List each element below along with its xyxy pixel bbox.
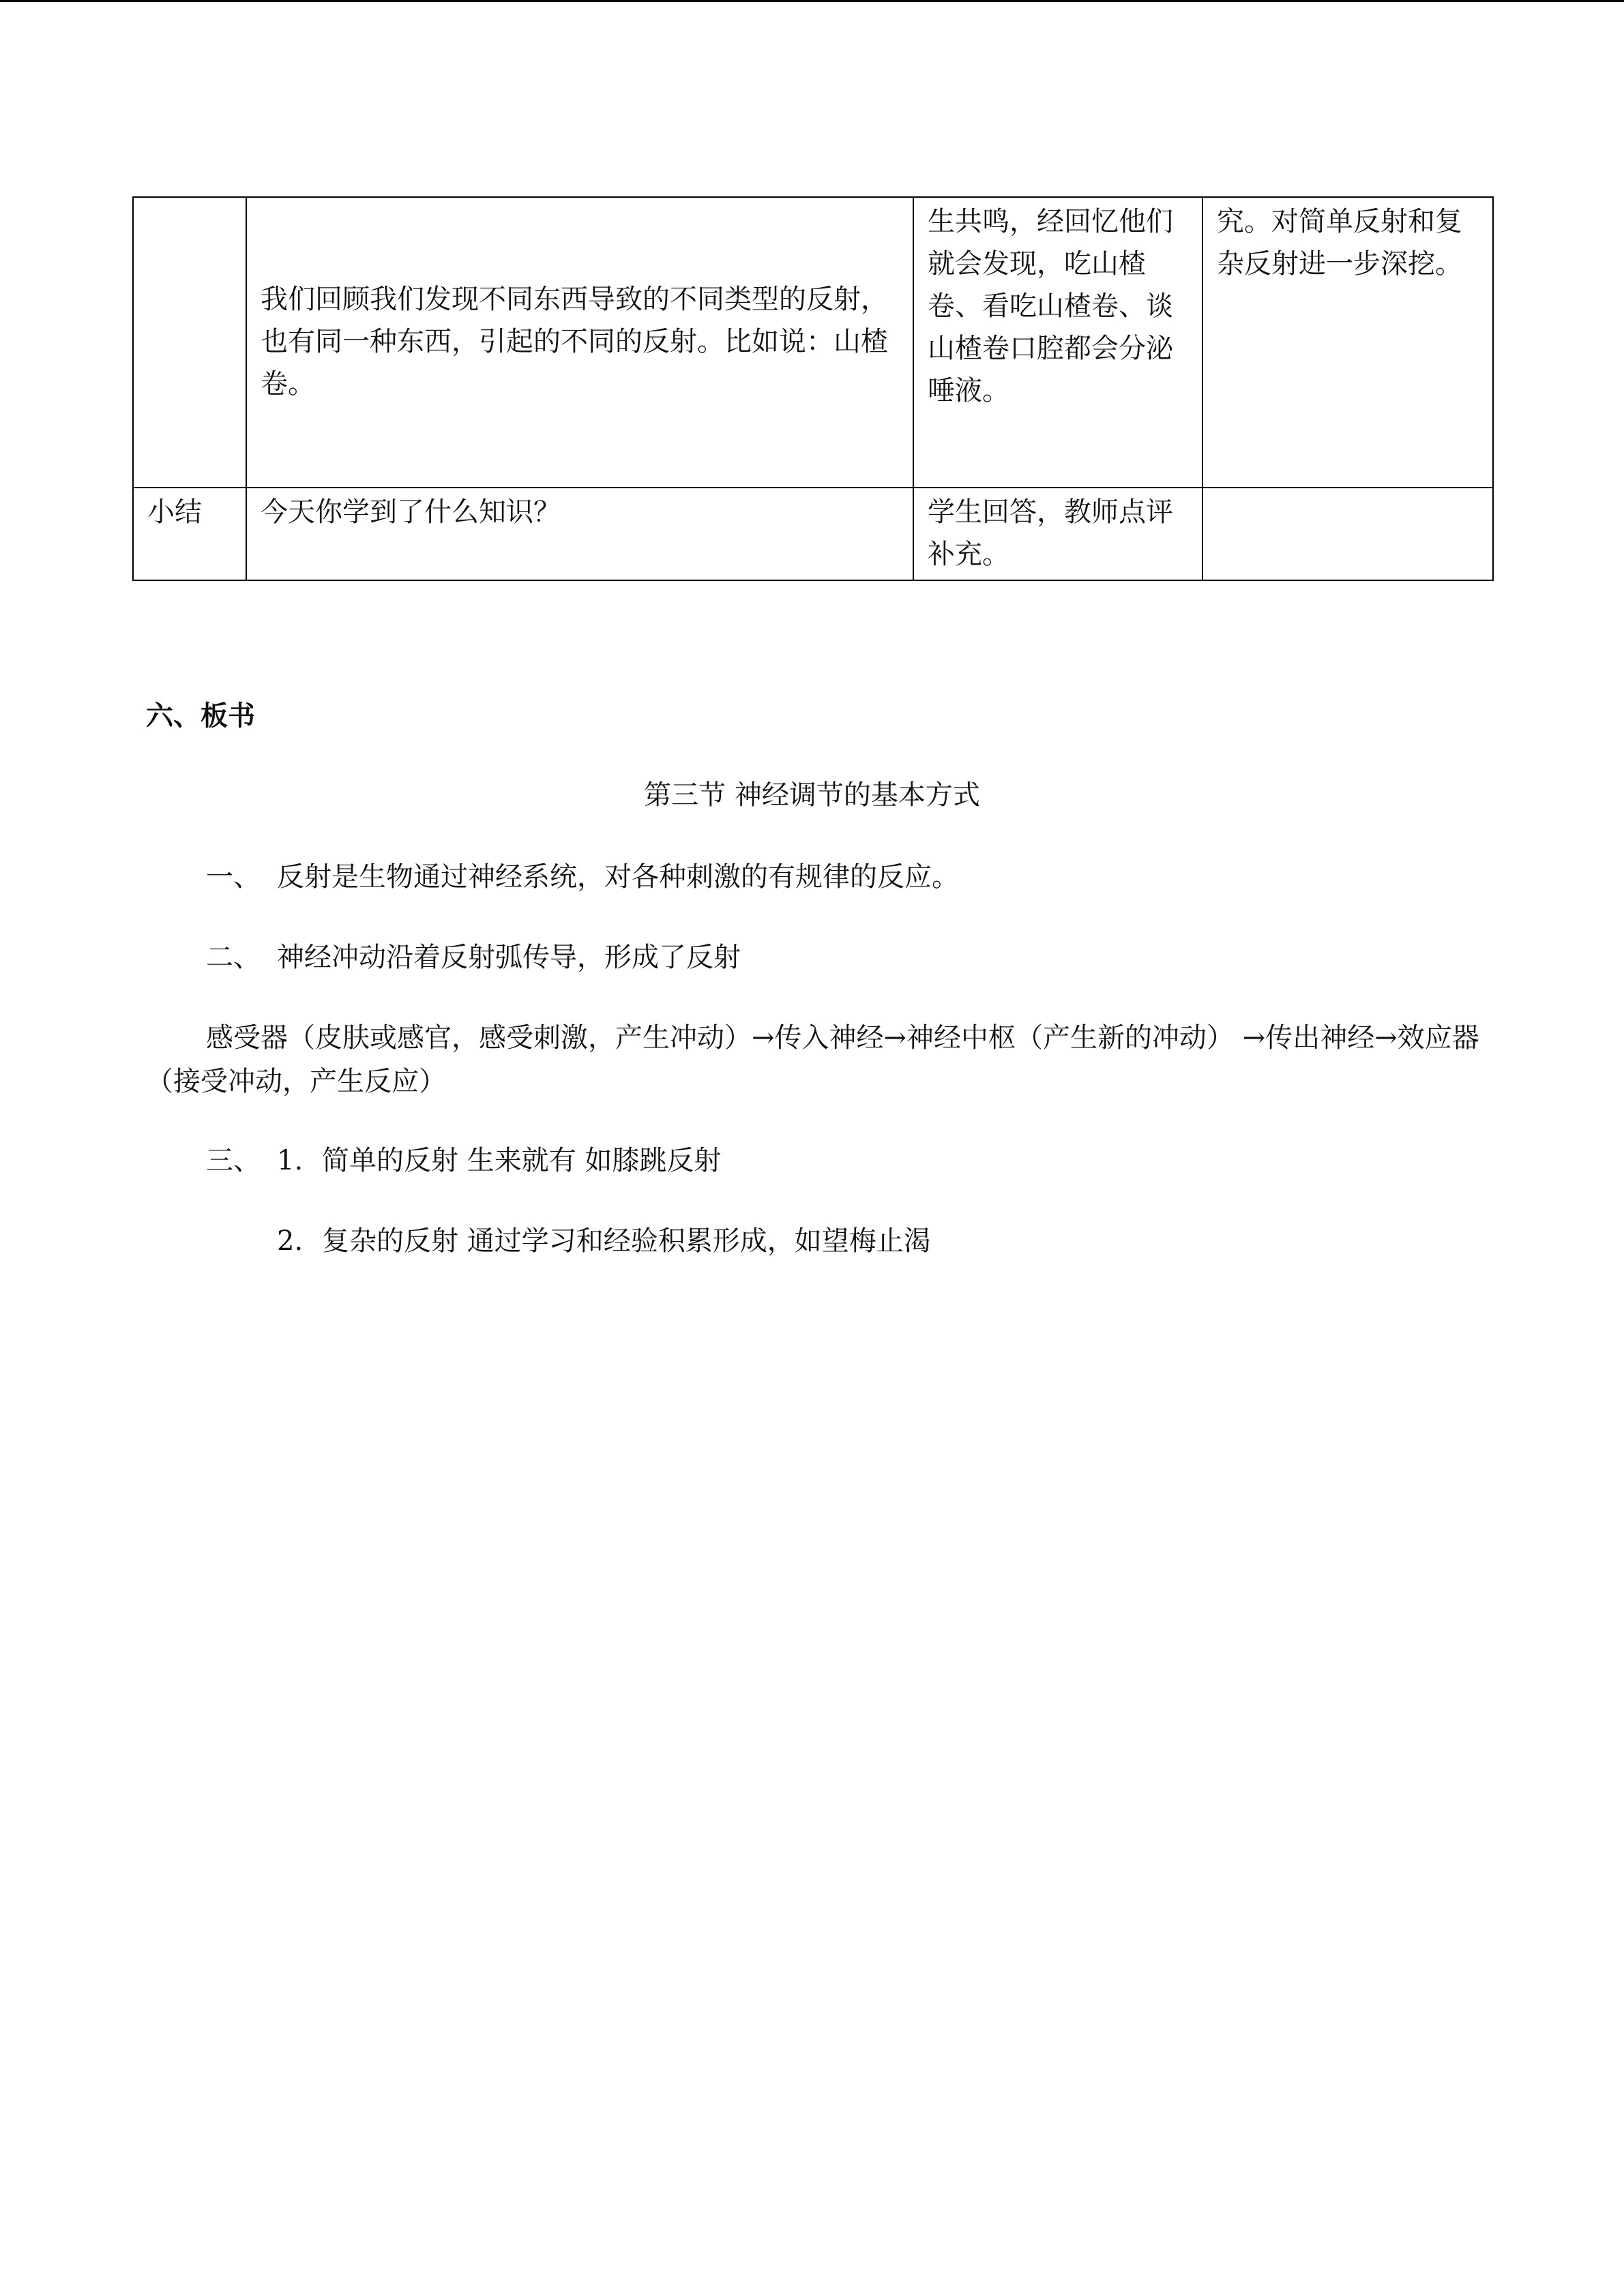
- sub-item-number: 1.: [277, 1145, 304, 1176]
- sub-item-text: 简单的反射 生来就有 如膝跳反射: [322, 1145, 722, 1176]
- design-intent-cell: [1202, 488, 1493, 580]
- board-title: 第三节 神经调节的基本方式: [644, 779, 980, 811]
- design-intent-cell: 究。对简单反射和复杂反射进一步深挖。: [1202, 197, 1493, 488]
- stage-cell: [133, 197, 246, 488]
- item-number: 三、: [206, 1145, 261, 1176]
- table-row: [133, 488, 1493, 580]
- board-item-3: [206, 1139, 721, 1182]
- sub-item-number: 2.: [277, 1225, 304, 1257]
- stage-cell: 小结: [133, 488, 246, 580]
- reflex-arc-paragraph: 感受器（皮肤或感官，感受刺激，产生冲动）→传入神经→神经中枢（产生新的冲动） →传出神经→效应器（接受冲动，产生反应）: [146, 1022, 1479, 1097]
- teacher-activity-cell: 今天你学到了什么知识？: [246, 488, 913, 580]
- board-sub-item-2: [277, 1219, 931, 1263]
- table-row: [133, 197, 1493, 488]
- student-activity-cell: 生共鸣，经回忆他们就会发现，吃山楂卷、看吃山楂卷、谈山楂卷口腔都会分泌唾液。: [913, 197, 1202, 488]
- item-text: 反射是生物通过神经系统，对各种刺激的有规律的反应。: [277, 861, 959, 893]
- item-number: 一、: [206, 861, 261, 893]
- board-item-1: [206, 855, 959, 899]
- item-text: 神经冲动沿着反射弧传导，形成了反射: [277, 942, 741, 973]
- lesson-plan-table: [132, 196, 1494, 581]
- sub-item-text: 复杂的反射 通过学习和经验积累形成，如望梅止渴: [322, 1225, 931, 1257]
- item-number: 二、: [206, 942, 261, 973]
- page-top-border: [0, 0, 1624, 2]
- section-heading: 六、板书: [146, 700, 255, 732]
- board-item-2: [206, 936, 741, 979]
- teacher-activity-cell: 我们回顾我们发现不同东西导致的不同类型的反射，也有同一种东西，引起的不同的反射。比如说：山楂卷。: [246, 197, 913, 488]
- student-activity-cell: 学生回答，教师点评补充。: [913, 488, 1202, 580]
